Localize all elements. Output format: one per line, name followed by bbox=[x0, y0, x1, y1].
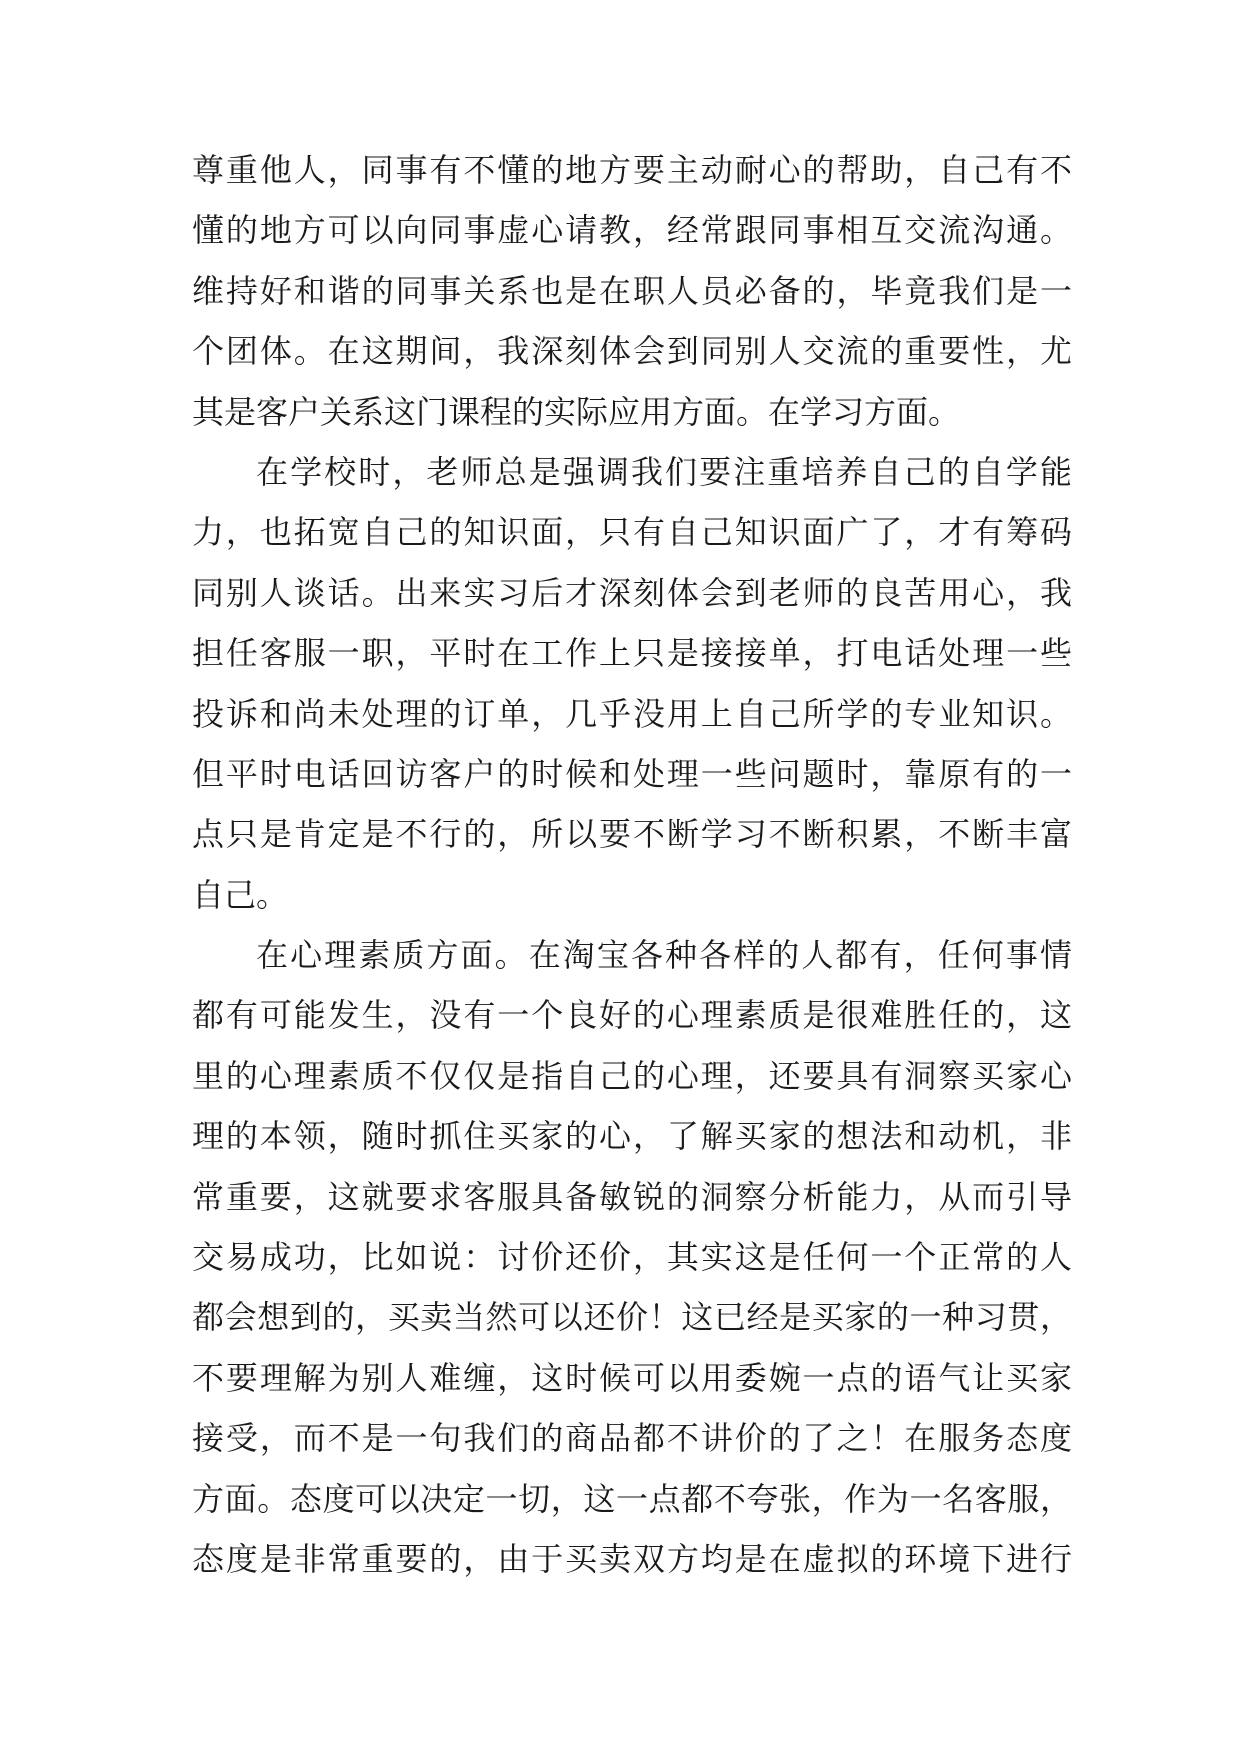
text-line: 不要理解为别人难缠，这时候可以用委婉一点的语气让买家 bbox=[192, 1358, 1072, 1397]
text-line: 担任客服一职，平时在工作上只是接接单，打电话处理一些 bbox=[192, 634, 1072, 673]
text-line: 尊重他人，同事有不懂的地方要主动耐心的帮助，自己有不 bbox=[192, 151, 1072, 189]
text-line: 维持好和谐的同事关系也是在职人员必备的，毕竟我们是一 bbox=[192, 271, 1072, 310]
text-line: 点只是肯定是不行的，所以要不断学习不断积累，不断丰富 bbox=[192, 815, 1072, 854]
text-line: 自己。 bbox=[192, 875, 289, 914]
text-line: 都会想到的，买卖当然可以还价！这已经是买家的一种习贯， bbox=[192, 1298, 1072, 1337]
text-line: 态度是非常重要的，由于买卖双方均是在虚拟的环境下进行 bbox=[192, 1539, 1072, 1578]
text-line: 理的本领，随时抓住买家的心，了解买家的想法和动机，非 bbox=[192, 1117, 1072, 1156]
text-line: 在心理素质方面。在淘宝各种各样的人都有，任何事情 bbox=[256, 936, 1072, 975]
text-line: 但平时电话回访客户的时候和处理一些问题时，靠原有的一 bbox=[192, 754, 1072, 793]
text-line: 懂的地方可以向同事虚心请教，经常跟同事相互交流沟通。 bbox=[192, 211, 1072, 250]
text-line: 其是客户关系这门课程的实际应用方面。在学习方面。 bbox=[192, 392, 961, 431]
text-line: 接受，而不是一句我们的商品都不讲价的了之！在服务态度 bbox=[192, 1419, 1072, 1458]
text-line: 方面。态度可以决定一切，这一点都不夸张，作为一名客服， bbox=[192, 1479, 1072, 1518]
paragraph-2 bbox=[192, 442, 1072, 925]
text-line: 力，也拓宽自己的知识面，只有自己知识面广了，才有筹码 bbox=[192, 513, 1072, 552]
paragraph-1 bbox=[192, 140, 1072, 442]
text-line: 个团体。在这期间，我深刻体会到同别人交流的重要性，尤 bbox=[192, 332, 1072, 371]
text-line: 交易成功，比如说：讨价还价，其实这是任何一个正常的人 bbox=[192, 1238, 1072, 1277]
text-line: 在学校时，老师总是强调我们要注重培养自己的自学能 bbox=[256, 452, 1072, 491]
text-line: 投诉和尚未处理的订单，几乎没用上自己所学的专业知识。 bbox=[192, 694, 1072, 733]
text-line: 都有可能发生，没有一个良好的心理素质是很难胜任的，这 bbox=[192, 996, 1072, 1035]
text-line: 常重要，这就要求客服具备敏锐的洞察分析能力，从而引导 bbox=[192, 1177, 1072, 1216]
text-line: 里的心理素质不仅仅是指自己的心理，还要具有洞察买家心 bbox=[192, 1056, 1072, 1095]
paragraph-3 bbox=[192, 925, 1072, 1589]
document-body bbox=[192, 140, 1072, 1589]
text-line: 同别人谈话。出来实习后才深刻体会到老师的良苦用心，我 bbox=[192, 573, 1072, 612]
